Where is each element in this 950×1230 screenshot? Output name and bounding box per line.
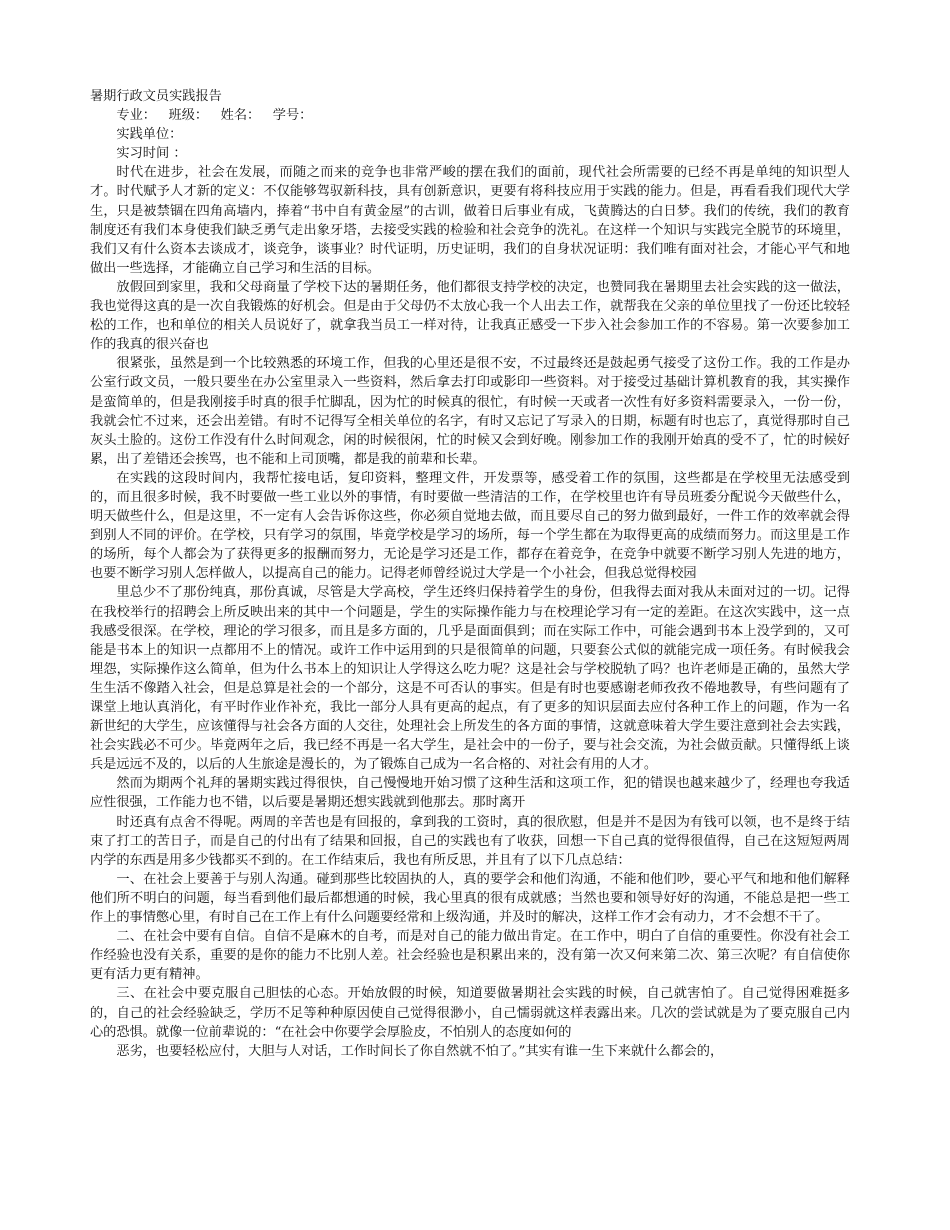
report-page xyxy=(90,87,850,1061)
practice-unit-line: 实践单位： xyxy=(116,127,183,143)
body-paragraph: 放假回到家里，我和父母商量了学校下达的暑期任务，他们都很支持学校的决定，也赞同我在暑期里去社会实践的这一做法，我也觉得这真的是一次自我锻炼的好机会。但是由于父母仍不太放心我一个人出去工作，就帮我在父亲的单位里找了一份还比较轻松的工作，也和单位的相关人员说好了，就拿我当员工一样对待，让我真正感受一下步入社会参加工作的不容易。第一次要参加工作的我真的很兴奋也 xyxy=(90,279,850,353)
report-title: 暑期行政文员实践报告 xyxy=(90,89,222,104)
summary-point-1: 一、在社会上要善于与别人沟通。碰到那些比较固执的人，真的要学会和他们沟通，不能和他们吵，要心平气和地和他们解释他们所不明白的问题，每当看到他们最后都想通的时候，我心里真的很有成就感；当然也要和领导好好的沟通，不能总是把一些工作上的事情憋心里，有时自己在工作上有什么问题要经常和上级沟通，并及时的解决，这样工作才会有动力，才不会想不干了。 xyxy=(90,871,850,926)
student-info-line: 专业： 班级： 姓名： 学号： xyxy=(116,108,313,124)
body-paragraph: 在实践的这段时间内，我帮忙接电话，复印资料，整理文件，开发票等，感受着工作的氛围，这些都是在学校里无法感受到的，而且很多时候，我不时要做一些工业以外的事情，有时要做一些清洁的工作，在学校里也许有导员班委分配说今天做些什么，明天做些什么，但是这里，不一定有人会告诉你这些，你必须自觉地去做，而且要尽自己的努力做到最好，一件工作的效率就会得到别人不同的评价。在学校，只有学习的氛围，毕竟学校是学习的场所，每一个学生都在为取得更高的成绩而努力。而这里是工作的场所，每个人都会为了获得更多的报酬而努力，无论是学习还是工作，都存在着竞争，在竞争中就要不断学习别人先进的地方，也要不断学习别人怎样做人，以提高自己的能力。记得老师曾经说过大学是一个小社会，但我总觉得校园 xyxy=(90,470,850,582)
summary-point-2: 二、在社会中要有自信。自信不是麻木的自考，而是对自己的能力做出肯定。在工作中，明白了自信的重要性。你没有社会工作经验也没有关系，重要的是你的能力不比别人差。社会经验也是积累出来的，没有第一次又何来第二次、第三次呢？有自信使你更有活力更有精神。 xyxy=(90,929,850,983)
practice-time-line: 实习时间 ： xyxy=(116,146,187,162)
summary-point-3: 三、在社会中要克服自己胆怯的心态。开始放假的时候，知道要做暑期社会实践的时候，自己就害怕了。自己觉得困难挺多的，自己的社会经验缺乏，学历不足等种种原因使自己觉得很渺小，自己懦弱就这样表露出来。几次的尝试就是为了要克服自己内心的恐惧。就像一位前辈说的：“在社会中你要学会厚脸皮，不怕别人的态度如何的 xyxy=(90,986,850,1040)
body-paragraph: 时还真有点舍不得呢。两周的辛苦也是有回报的，拿到我的工资时，真的很欣慰，但是并不是因为有钱可以领，也不是终于结束了打工的苦日子，而是自己的付出有了结果和回报，自己的实践也有了收获，回想一下自己真的觉得很值得，自己在这短短两周内学的东西是用多少钱都买不到的。在工作结束后，我也有所反思，并且有了以下几点总结： xyxy=(90,814,850,868)
body-paragraph: 很紧张，虽然是到一个比较熟悉的环境工作，但我的心里还是很不安，不过最终还是鼓起勇气接受了这份工作。我的工作是办公室行政文员，一般只要坐在办公室里录入一些资料，然后拿去打印或影印一些资料。对于接受过基础计算机教育的我，其实操作是蛮简单的，但是我刚接手时真的很手忙脚乱，因为忙的时候真的很忙，有时候一天或者一次性有好多资料需要录入，一份一份，我就会忙不过来，还会出差错。有时不记得写全相关单位的名字，有时又忘记了写录入的日期，标题有时也忘了，真觉得那时自己灰头土脸的。这份工作没有什么时间观念，闲的时候很闲，忙的时候又会到好晚。刚参加工作的我刚开始真的受不了，忙的时候好累，出了差错还会挨骂，也不能和上司顶嘴，都是我的前辈和长辈。 xyxy=(90,356,850,467)
body-paragraph: 然而为期两个礼拜的暑期实践过得很快，自己慢慢地开始习惯了这种生活和这项工作，犯的错误也越来越少了，经理也夸我适应性很强，工作能力也不错，以后要是暑期还想实践就到他那去。那时离开 xyxy=(90,776,850,811)
body-paragraph: 时代在进步，社会在发展，而随之而来的竞争也非常严峻的摆在我们的面前，现代社会所需要的已经不再是单纯的知识型人才。时代赋予人才新的定义：不仅能够驾驭新科技，具有创新意识，更要有将科技应用于实践的能力。但是，再看看我们现代大学生，只是被禁锢在四角高墙内，捧着“书中自有黄金屋”的古训，做着日后事业有成，飞黄腾达的白日梦。我们的传统，我们的教育制度还有我们本身使我们缺乏勇气走出象牙塔，去接受实践的检验和社会竞争的洗礼。在这样一个知识与实践完全脱节的环境里，我们又有什么资本去谈成才，谈竞争，谈事业？时代证明，历史证明，我们的自身状况证明：我们唯有面对社会，才能心平气和地做出一些选择，才能确立自己学习和生活的目标。 xyxy=(90,165,850,276)
body-paragraph: 恶劣，也要轻松应付，大胆与人对话，工作时间长了你自然就不怕了。”其实有谁一生下来就什么都会的， xyxy=(116,1043,724,1059)
body-paragraph: 里总少不了那份纯真，那份真诚，尽管是大学高校，学生还终归保持着学生的身份，但我得去面对我从未面对过的一切。记得在我校举行的招聘会上所反映出来的其中一个问题是，学生的实际操作能力与在校理论学习有一定的差距。在这次实践中，这一点我感受很深。在学校，理论的学习很多，而且是多方面的，几乎是面面俱到；而在实际工作中，可能会遇到书本上没学到的，又可能是书本上的知识一点都用不上的情况。或许工作中运用到的只是很简单的问题，只要套公式似的就能完成一项任务。有时候我会埋怨，实际操作这么简单，但为什么书本上的知识让人学得这么吃力呢？这是社会与学校脱轨了吗？也许老师是正确的，虽然大学生生活不像踏入社会，但是总算是社会的一个部分，这是不可否认的事实。但是有时也要感谢老师孜孜不倦地教导，有些问题有了课堂上地认真消化，有平时作业作补充，我比一部分人具有更高的起点，有了更多的知识层面去应付各种工作上的问题，作为一名新世纪的大学生，应该懂得与社会各方面的人交往，处理社会上所发生的各方面的事情，这就意味着大学生要注意到社会去实践，社会实践必不可少。毕竟两年之后，我已经不再是一名大学生，是社会中的一份子，要与社会交流，为社会做贡献。只懂得纸上谈兵是远远不及的，以后的人生旅途是漫长的，为了锻炼自己成为一名合格的、对社会有用的人才。 xyxy=(90,585,850,773)
